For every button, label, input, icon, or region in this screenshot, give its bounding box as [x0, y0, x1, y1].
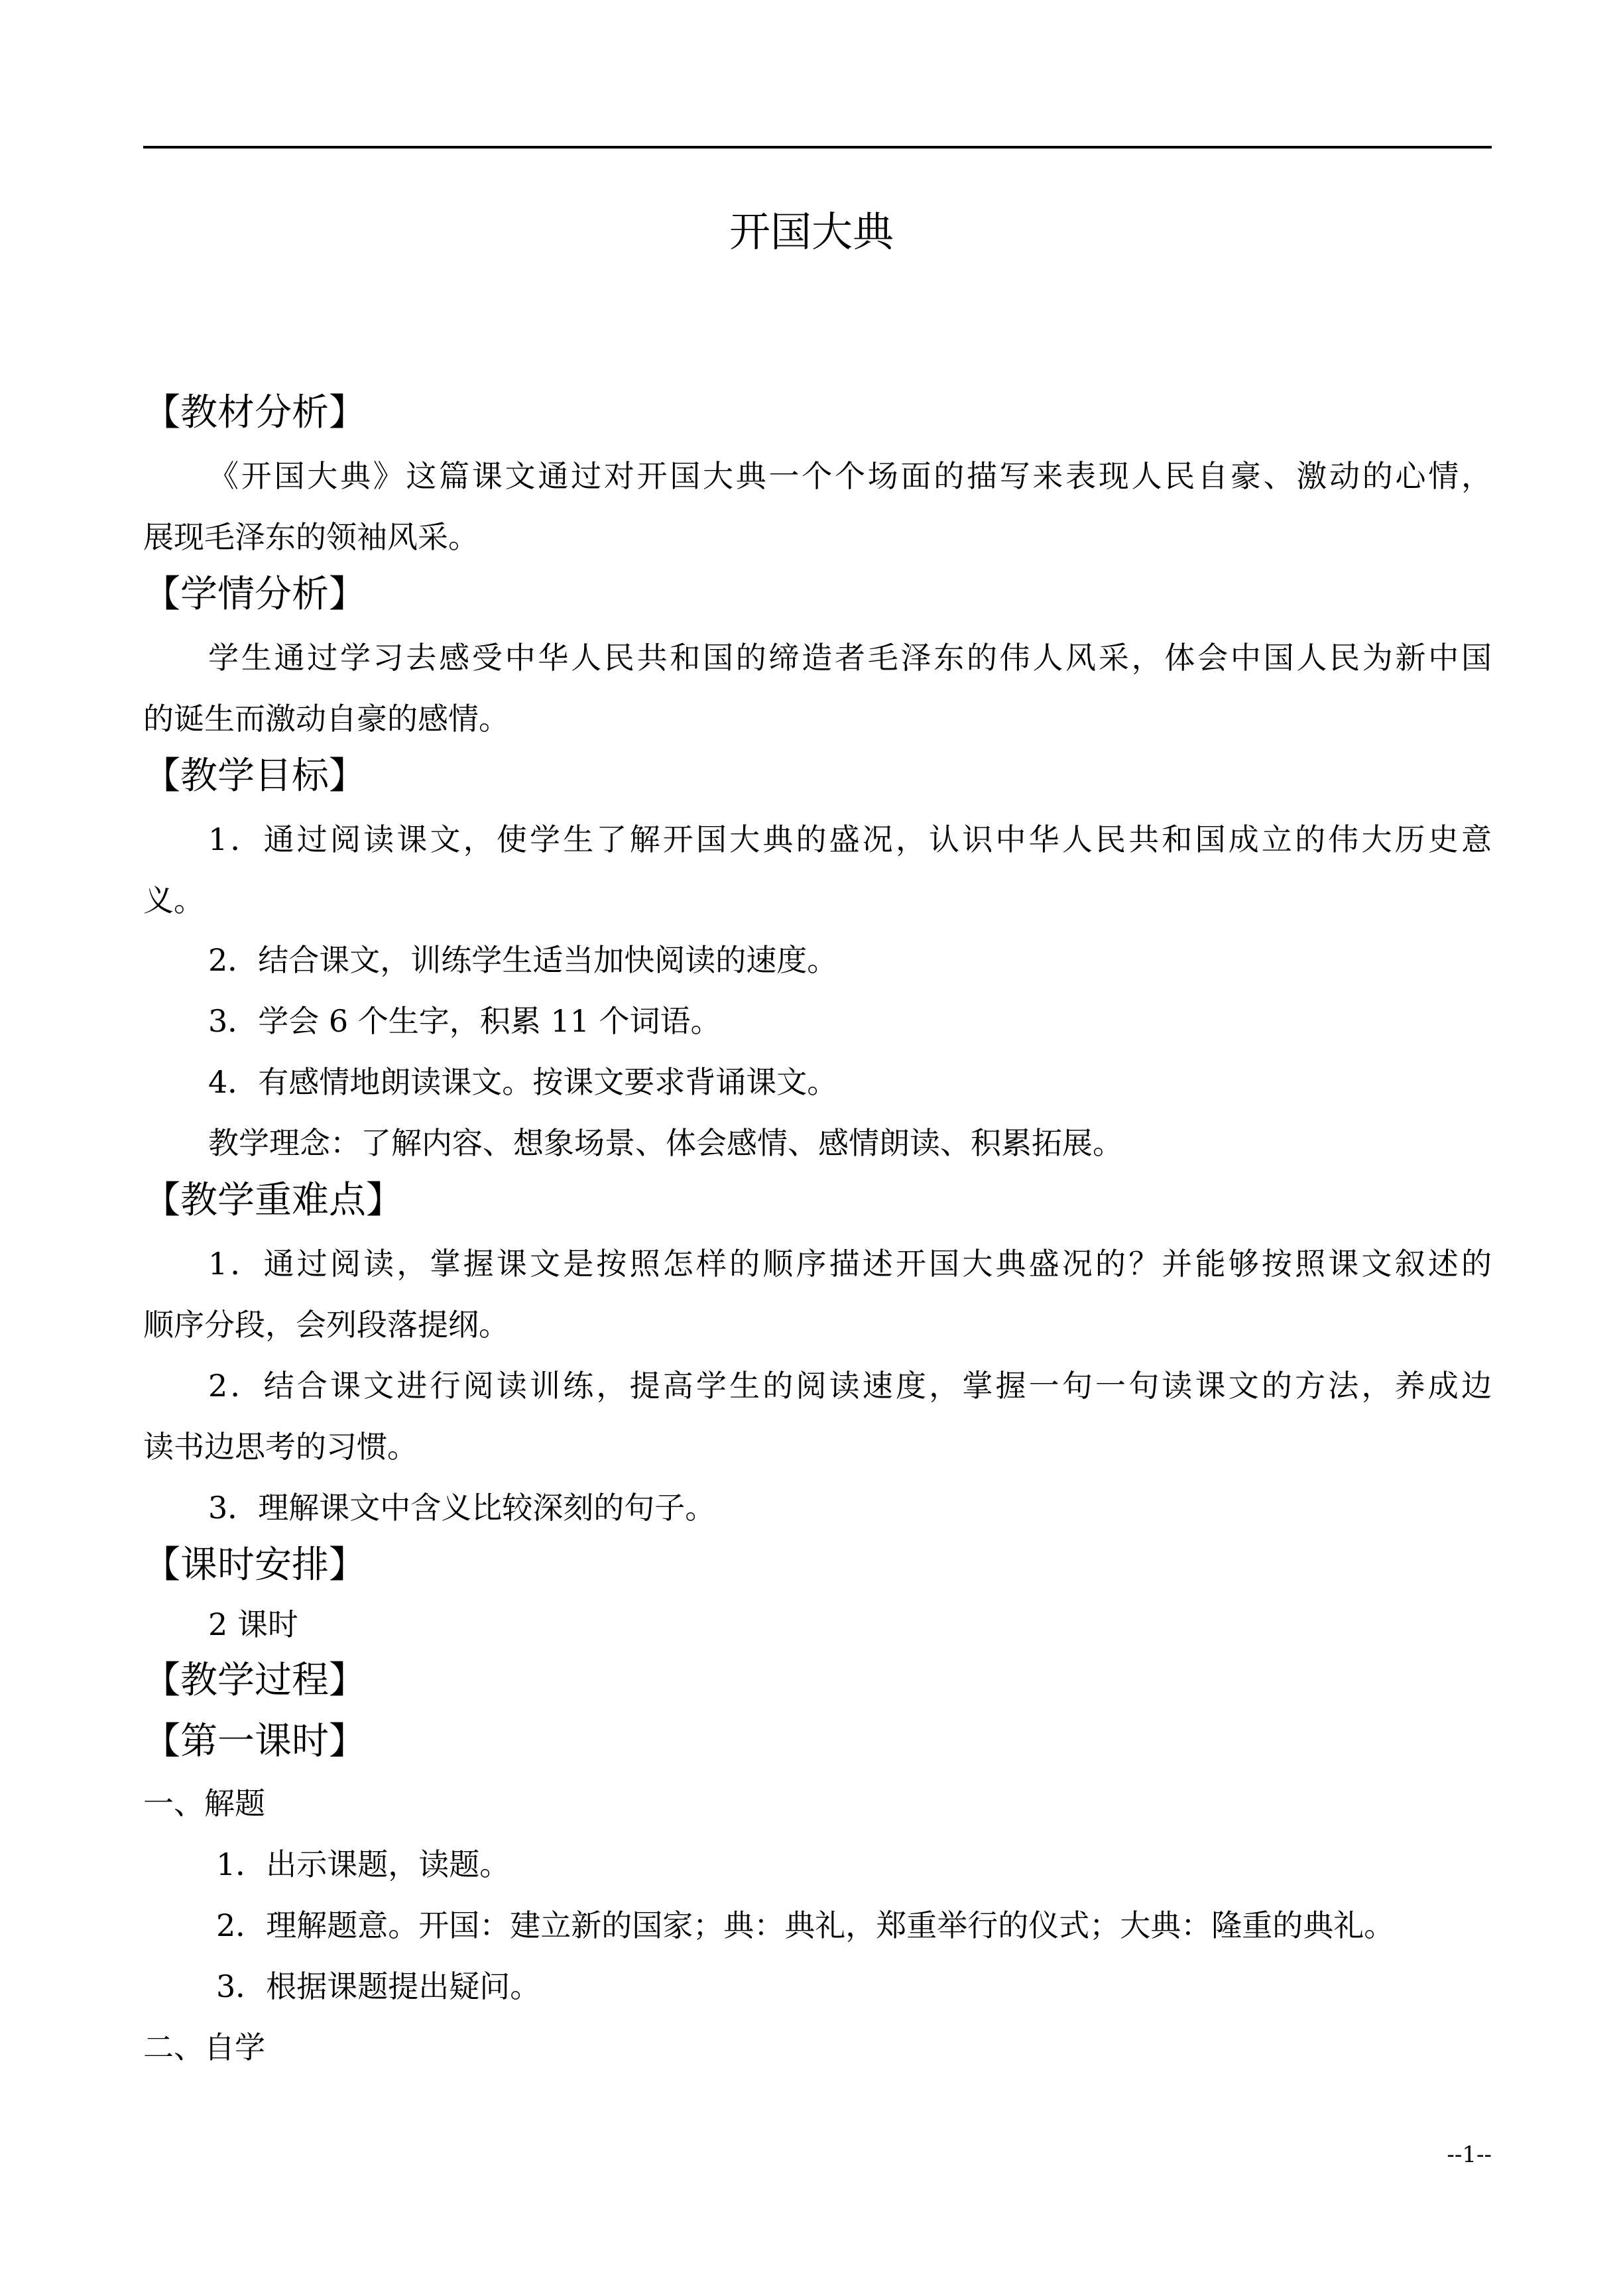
section-heading-goals: 【教学目标】 [143, 755, 366, 798]
list-item-continued: 读书边思考的习惯。 [143, 1429, 418, 1465]
paragraph-line: 展现毛泽东的领袖风采。 [143, 519, 479, 555]
list-item: 2．结合课文进行阅读训练，提高学生的阅读速度，掌握一句一句读课文的方法，养成边 [208, 1368, 1492, 1404]
paragraph-line: 学生通过学习去感受中华人民共和国的缔造者毛泽东的伟人风采，体会中国人民为新中国 [208, 640, 1492, 676]
teaching-philosophy: 教学理念：了解内容、想象场景、体会感情、感情朗读、积累拓展。 [208, 1125, 1123, 1161]
paragraph-line: 的诞生而激动自豪的感情。 [143, 701, 509, 737]
list-item: 1．通过阅读课文，使学生了解开国大典的盛况，认识中华人民共和国成立的伟大历史意 [208, 821, 1492, 857]
lesson-heading: 【第一课时】 [143, 1720, 366, 1763]
section-heading-keypoints: 【教学重难点】 [143, 1179, 403, 1222]
paragraph-line: 《开国大典》这篇课文通过对开国大典一个个场面的描写来表现人民自豪、激动的心情， [208, 458, 1492, 494]
subsection-title: 二、自学 [143, 2029, 265, 2065]
list-item: 1．通过阅读，掌握课文是按照怎样的顺序描述开国大典盛况的？并能够按照课文叙述的 [208, 1246, 1492, 1282]
list-item: 3．根据课题提出疑问。 [216, 1968, 541, 2004]
section-heading-schedule: 【课时安排】 [143, 1543, 366, 1587]
list-item: 1．出示课题，读题。 [216, 1846, 511, 1882]
list-item: 4．有感情地朗读课文。按课文要求背诵课文。 [208, 1064, 838, 1100]
page-number: --1-- [1447, 2142, 1492, 2168]
page-title: 开国大典 [729, 208, 894, 256]
list-item: 2．理解题意。开国：建立新的国家；典：典礼，郑重举行的仪式；大典：隆重的典礼。 [216, 1907, 1395, 1943]
schedule-value: 2 课时 [208, 1606, 298, 1642]
list-item-continued: 义。 [143, 882, 204, 918]
header-rule [143, 146, 1492, 149]
section-heading-analysis: 【教材分析】 [143, 391, 366, 434]
section-heading-process: 【教学过程】 [143, 1659, 366, 1702]
list-item: 3．学会 6 个生字，积累 11 个词语。 [208, 1003, 721, 1039]
list-item: 2．结合课文，训练学生适当加快阅读的速度。 [208, 942, 838, 978]
list-item: 3．理解课文中含义比较深刻的句子。 [208, 1490, 716, 1526]
list-item-continued: 顺序分段，会列段落提纲。 [143, 1307, 509, 1343]
subsection-title: 一、解题 [143, 1785, 265, 1821]
section-heading-students: 【学情分析】 [143, 573, 366, 616]
